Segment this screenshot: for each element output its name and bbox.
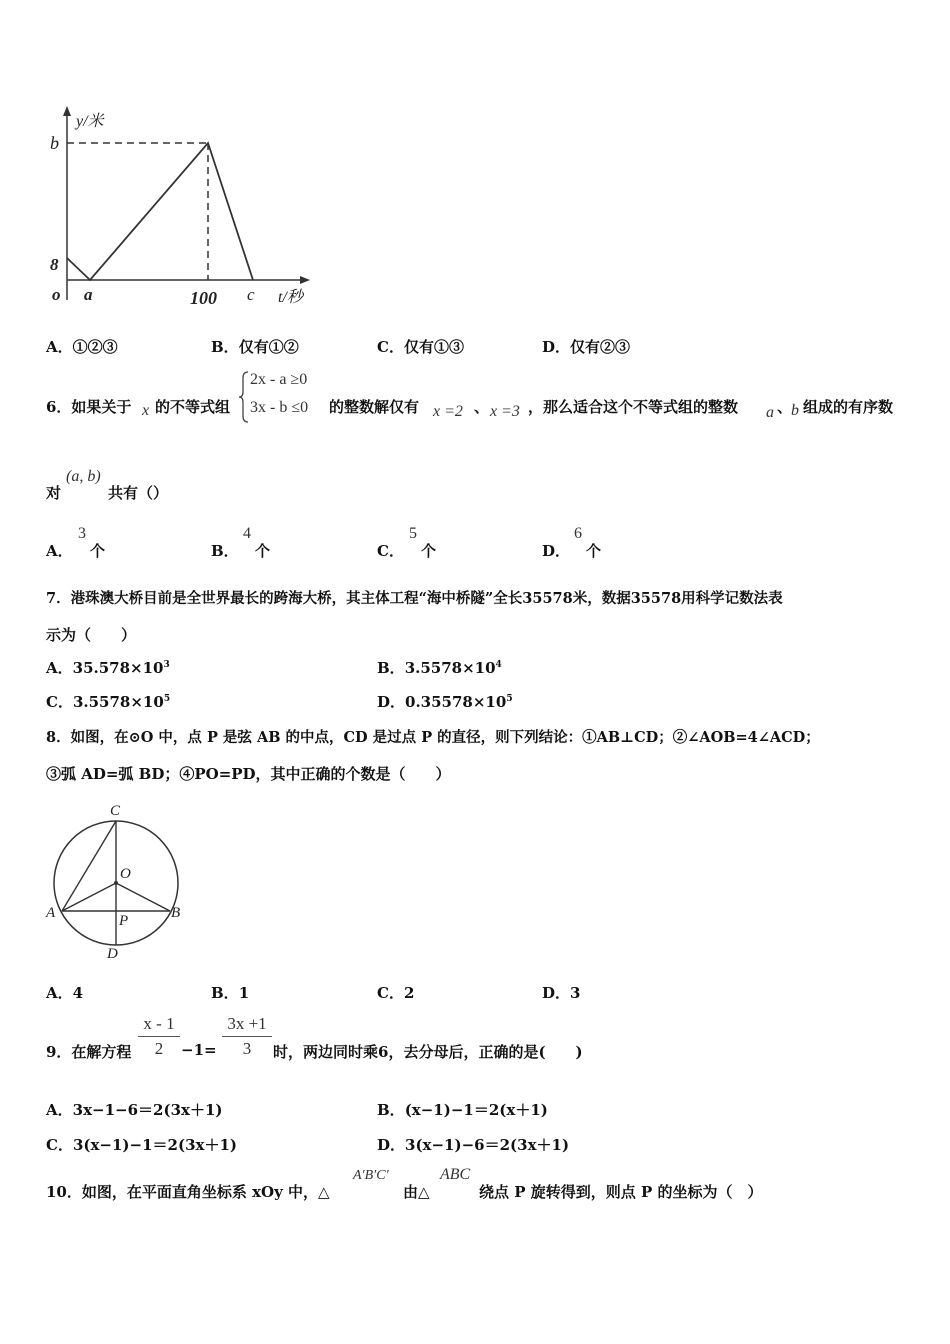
q10-mid: 由△ (403, 1183, 430, 1201)
segment-ob (116, 883, 170, 911)
q8-option-b[interactable]: B．1 (211, 984, 250, 1002)
q9-suffix: 时，两边同时乘6，去分母后，正确的是( ) (273, 1043, 583, 1061)
distance-time-graph (40, 100, 330, 315)
q9-option-b[interactable]: B．(x−1)−1＝2(x＋1) (377, 1101, 548, 1119)
q9-fraction-2 (222, 1014, 272, 1059)
label-100: 100 (190, 288, 217, 308)
q6-sol1: x =2 (433, 403, 463, 420)
q6-text3: ，那么适合这个不等式组的整数 (528, 398, 739, 416)
q9-option-c[interactable]: C．3(x−1)−1＝2(3x＋1) (46, 1136, 237, 1154)
label-o-point: O (120, 866, 131, 882)
q8-option-c[interactable]: C．2 (377, 984, 415, 1002)
q7-line1: 7．港珠澳大桥目前是全世界最长的跨海大桥，其主体工程“海中桥隧”全长35578米，数据35578用科学记数法表 (46, 590, 783, 607)
q6-var-b: b (791, 402, 799, 419)
q6-pair: (a, b) (66, 468, 101, 485)
graph-line (67, 143, 253, 280)
q9-fraction-1 (138, 1014, 180, 1059)
q9-frac1-num: x - 1 (143, 1014, 175, 1033)
q6-brace (238, 370, 250, 424)
q9-frac2-num: 3x +1 (227, 1014, 267, 1033)
q6-sol2: x =3 (490, 403, 520, 420)
q7-option-d[interactable]: D．$0.35578\times 10^5$ (377, 693, 513, 711)
q7-option-a[interactable]: A．$35.578\times 10^3$ (46, 659, 170, 677)
q6-ineq2: 3x - b ≤0 (250, 399, 309, 416)
q9-frac1-den: 2 (154, 1039, 164, 1058)
y-axis-arrow (63, 106, 71, 116)
q6-prefix: 6．如果关于 (46, 398, 132, 416)
q6-option-b-unit: 个 (255, 542, 271, 560)
q6-option-a[interactable]: A． (46, 542, 73, 560)
q6-text2: 的整数解仅有 (329, 398, 420, 416)
q6-option-d[interactable]: D． (542, 542, 571, 560)
q6-var-a: a (766, 404, 774, 421)
label-p-point: P (119, 913, 129, 929)
q6-option-b-num: 4 (243, 525, 251, 542)
q6-option-c[interactable]: C． (377, 542, 404, 560)
label-8: 8 (50, 255, 59, 274)
circle-figure (40, 798, 190, 963)
q5-option-d[interactable]: D．仅有②③ (542, 338, 631, 356)
q9-middle: −1= (181, 1041, 217, 1059)
center-dot (114, 881, 118, 885)
q10-tri2: ABC (440, 1166, 471, 1183)
q10-suffix: 绕点 P 旋转得到，则点 P 的坐标为（ ） (479, 1183, 763, 1201)
q6-text4: 组成的有序数 (803, 398, 894, 416)
label-o: o (52, 285, 61, 304)
q8-line2: ③弧 AD=弧 BD；④PO=PD，其中正确的个数是（ ） (46, 765, 451, 783)
q5-option-b[interactable]: B．仅有①② (211, 338, 299, 356)
label-c: c (247, 285, 255, 304)
label-b-point: B (171, 905, 181, 921)
x-axis-label: t/秒 (278, 289, 303, 306)
q6-option-a-unit: 个 (90, 542, 106, 560)
q6-option-b[interactable]: B． (211, 542, 239, 560)
label-a: a (84, 285, 93, 304)
q6-text1: 的不等式组 (155, 398, 231, 416)
label-d-point: D (107, 946, 118, 962)
q6-sep2: 、 (777, 398, 793, 416)
label-a-point: A (46, 905, 56, 921)
q5-option-a[interactable]: A．①②③ (46, 338, 118, 356)
q6-line2-prefix: 对 (46, 484, 62, 502)
q10-tri1: A′B′C′ (353, 1168, 389, 1183)
x-axis-arrow (300, 276, 310, 284)
q8-option-d[interactable]: D．3 (542, 984, 581, 1002)
y-axis-label: y/米 (76, 113, 104, 130)
q6-var-x: x (142, 402, 150, 419)
q9-option-d[interactable]: D．3(x−1)−6＝2(3x＋1) (377, 1136, 570, 1154)
q6-option-a-num: 3 (78, 525, 86, 542)
label-b: b (50, 133, 59, 153)
q7-option-b[interactable]: B．$3.5578\times 10^4$ (377, 659, 502, 677)
q6-ineq1: 2x - a ≥0 (250, 371, 308, 388)
q8-line1: 8．如图，在⊙O 中，点 P 是弦 AB 的中点，CD 是过点 P 的直径，则下列结论：①AB⊥CD；②∠AOB=4∠ACD； (46, 729, 820, 746)
q6-option-c-num: 5 (409, 525, 417, 542)
q7-line2: 示为（ ） (46, 626, 137, 644)
label-c-point: C (110, 803, 121, 819)
q8-option-a[interactable]: A．4 (46, 984, 84, 1002)
q6-option-d-unit: 个 (586, 542, 602, 560)
q6-line2-suffix: 共有（） (108, 484, 169, 502)
q9-prefix: 9．在解方程 (46, 1043, 132, 1061)
q6-option-c-unit: 个 (421, 542, 437, 560)
q7-option-c[interactable]: C．$3.5578\times 10^5$ (46, 693, 171, 711)
q6-option-d-num: 6 (574, 525, 582, 542)
q5-option-c[interactable]: C．仅有①③ (377, 338, 464, 356)
q9-option-a[interactable]: A．3x−1−6＝2(3x＋1) (46, 1101, 223, 1119)
q6-sep: 、 (474, 398, 490, 416)
q10-prefix: 10．如图，在平面直角坐标系 xOy 中，△ (46, 1183, 330, 1201)
q9-frac2-den: 3 (242, 1039, 252, 1058)
